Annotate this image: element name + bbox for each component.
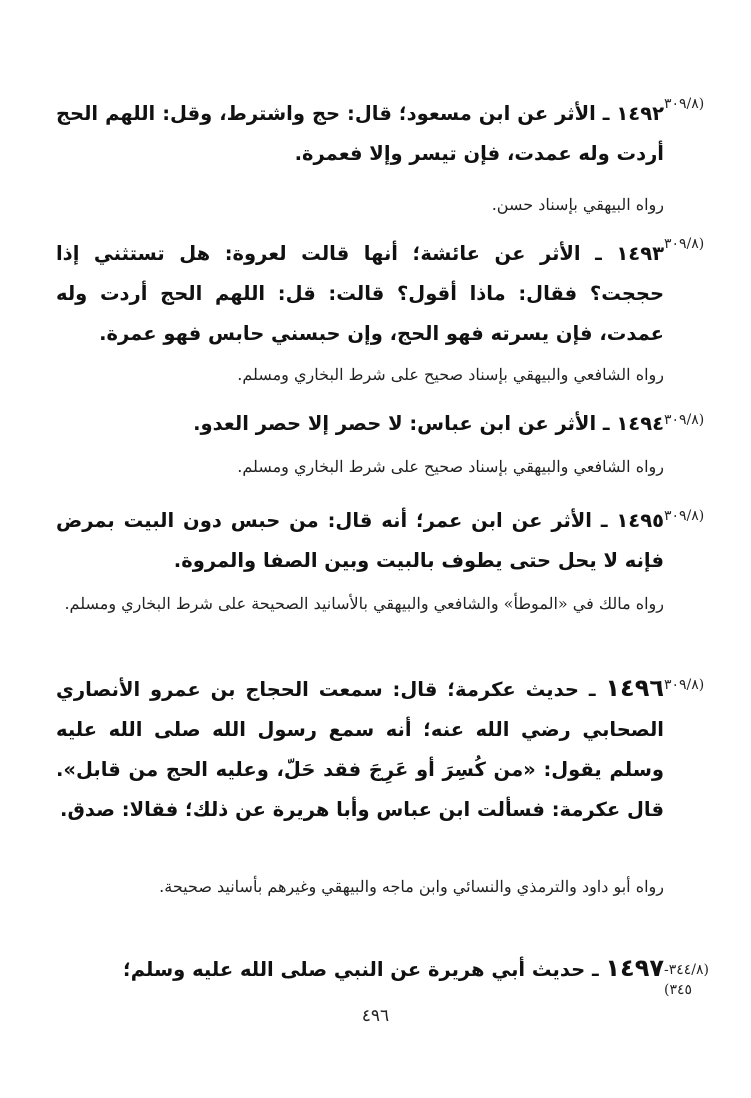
entry-note: رواه أبو داود والترمذي والنسائي وابن ماجه والبيهقي وغيرهم بأسانيد صحيحة. — [159, 877, 664, 896]
hadith-number: ١٤٩٧ — [605, 954, 664, 982]
entry-text: ١٤٩٢ ـ الأثر عن ابن مسعود؛ قال: حج واشترط، وقل: اللهم الحج أردت وله عمدت، فإن تيسر وإلا فعمرة. — [56, 102, 664, 165]
hadith-number: ١٤٩٦ — [605, 674, 664, 702]
entry-note: رواه الشافعي والبيهقي بإسناد صحيح على شرط البخاري ومسلم. — [237, 365, 664, 384]
entry-note: رواه مالك في «الموطأ» والشافعي والبيهقي بالأسانيد الصحيحة على شرط البخاري ومسلم. — [64, 594, 664, 613]
entry-text: ١٤٩٣ ـ الأثر عن عائشة؛ أنها قالت لعروة: هل تستثني إذا حججت؟ فقال: ماذا أقول؟ قالت: قل: اللهم الحج أردت وله عمدت، فإن يسرته فهو الحج، وإن حبسني حابس فهو عمرة. — [56, 242, 664, 345]
entry-ref: (٣٠٩/٨ — [664, 508, 705, 524]
entry-text: ١٤٩٥ ـ الأثر عن ابن عمر؛ أنه قال: من حبس دون البيت بمرض فإنه لا يحل حتى يطوف بالبيت وبين الصفا والمروة. — [56, 509, 664, 572]
entry-text-block — [56, 948, 664, 990]
entry-text: ـ حديث أبي هريرة عن النبي صلى الله عليه وسلم؛ — [122, 958, 599, 981]
page-number: ٤٩٦ — [361, 1006, 390, 1026]
entry-note: رواه الشافعي والبيهقي بإسناد صحيح على شرط البخاري ومسلم. — [237, 457, 664, 476]
entry-ref: (٣٠٩/٨ — [664, 96, 705, 112]
entry-ref: (٣٠٩/٨ — [664, 677, 705, 693]
entry-note: رواه البيهقي بإسناد حسن. — [491, 195, 664, 214]
entry-text: ـ حديث عكرمة؛ قال: سمعت الحجاج بن عمرو الأنصاري الصحابي رضي الله عنه؛ أنه سمع رسول الله صلى الله عليه وسلم يقول: «من كُسِرَ أو عَرِجَ فقد حَلّ، وعليه الحج من قابل». قال عكرمة: فسألت ابن عباس وأبا هريرة عن ذلك؛ فقالا: صدق. — [56, 678, 664, 821]
entry-ref: (٣٠٩/٨ — [664, 236, 705, 252]
entry-text-block — [56, 668, 664, 830]
entry-ref: (٣٠٩/٨ — [664, 412, 705, 428]
entry-ref: (٣٤٤/٨- ٣٤٥) — [664, 962, 709, 998]
entry-text: ١٤٩٤ ـ الأثر عن ابن عباس: لا حصر إلا حصر العدو. — [193, 412, 664, 435]
